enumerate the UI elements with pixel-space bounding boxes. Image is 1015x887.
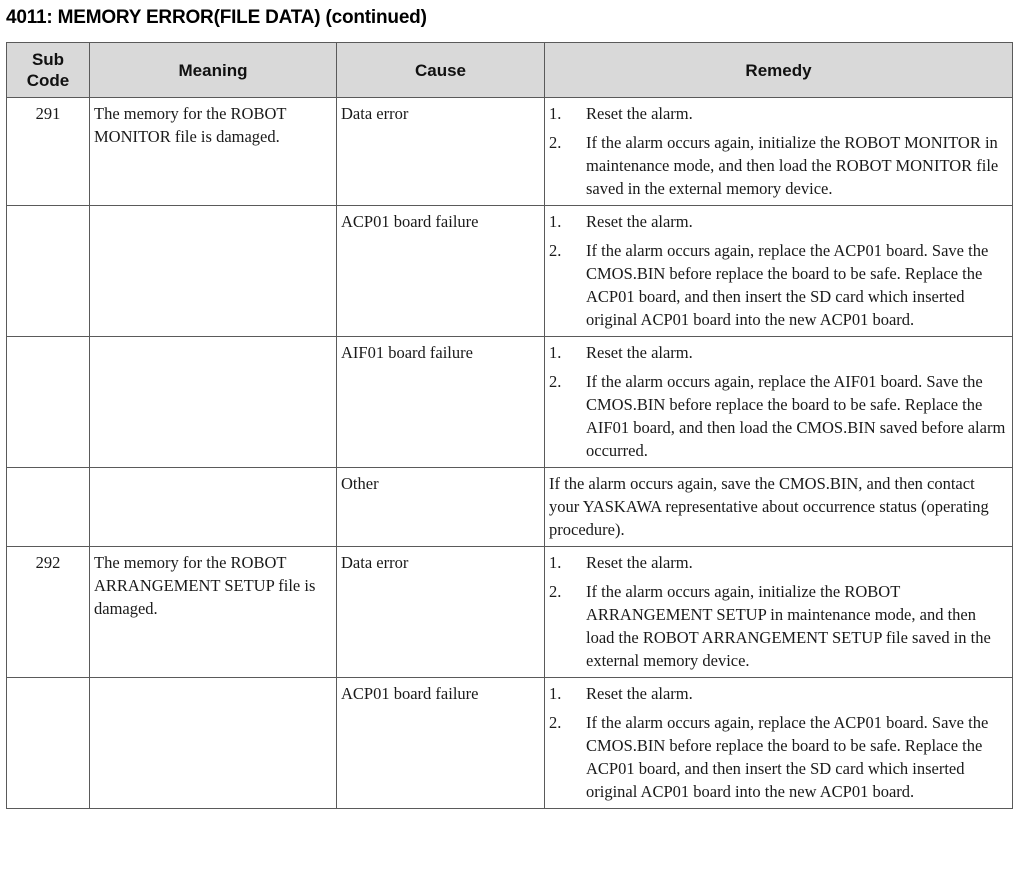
sub-code-cell	[7, 337, 90, 468]
step-number: 1.	[549, 104, 562, 123]
remedy-steps	[549, 551, 1008, 672]
table-row	[7, 337, 1013, 468]
step-text: Reset the alarm.	[586, 684, 693, 703]
cause-cell: Other	[337, 468, 545, 547]
step-number: 1.	[549, 553, 562, 572]
step-number: 1.	[549, 212, 562, 231]
meaning-cell: The memory for the ROBOT ARRANGEMENT SETUP file is damaged.	[90, 547, 337, 678]
table-row	[7, 468, 1013, 547]
remedy-steps	[549, 341, 1008, 462]
remedy-cell	[545, 547, 1013, 678]
cause-cell: ACP01 board failure	[337, 678, 545, 809]
step-text: If the alarm occurs again, replace the ACP01 board. Save the CMOS.BIN before replace the board to be safe. Replace the ACP01 board, and then insert the SD card which inserted original ACP01 board into the new ACP01 board.	[586, 713, 989, 801]
page-title: 4011: MEMORY ERROR(FILE DATA) (continued)	[6, 7, 427, 28]
step-number: 1.	[549, 343, 562, 362]
step-text: If the alarm occurs again, replace the ACP01 board. Save the CMOS.BIN before replace the board to be safe. Replace the ACP01 board, and then insert the SD card which inserted original ACP01 board into the new ACP01 board.	[586, 241, 989, 329]
remedy-step	[549, 682, 1008, 705]
remedy-step	[549, 102, 1008, 125]
remedy-step	[549, 341, 1008, 364]
sub-code-cell	[7, 206, 90, 337]
step-number: 2.	[549, 241, 562, 260]
remedy-step	[549, 131, 1008, 200]
remedy-cell	[545, 678, 1013, 809]
meaning-cell	[90, 337, 337, 468]
step-number: 2.	[549, 582, 562, 601]
table-row	[7, 98, 1013, 206]
step-text: Reset the alarm.	[586, 553, 693, 572]
remedy-cell	[545, 206, 1013, 337]
step-number: 1.	[549, 684, 562, 703]
remedy-cell	[545, 337, 1013, 468]
remedy-step	[549, 551, 1008, 574]
remedy-text: If the alarm occurs again, save the CMOS.BIN, and then contact your YASKAWA representative about occurrence status (operating procedure).	[549, 474, 989, 539]
cause-cell: AIF01 board failure	[337, 337, 545, 468]
remedy-cell	[545, 98, 1013, 206]
remedy-cell	[545, 468, 1013, 547]
step-text: Reset the alarm.	[586, 343, 693, 362]
step-number: 2.	[549, 713, 562, 732]
alarm-table	[6, 42, 1013, 809]
meaning-cell	[90, 678, 337, 809]
table-row	[7, 547, 1013, 678]
header-remedy: Remedy	[545, 43, 1013, 98]
step-text: If the alarm occurs again, initialize the ROBOT ARRANGEMENT SETUP in maintenance mode, and then load the ROBOT ARRANGEMENT SETUP file saved in the external memory device.	[586, 582, 991, 670]
cause-cell: Data error	[337, 98, 545, 206]
remedy-step	[549, 239, 1008, 331]
table-header-row	[7, 43, 1013, 98]
step-number: 2.	[549, 372, 562, 391]
remedy-steps	[549, 210, 1008, 331]
header-cause: Cause	[337, 43, 545, 98]
step-text: If the alarm occurs again, replace the AIF01 board. Save the CMOS.BIN before replace the board to be safe. Replace the AIF01 board, and then load the CMOS.BIN saved before alarm occurred.	[586, 372, 1006, 460]
sub-code-cell: 292	[7, 547, 90, 678]
meaning-cell	[90, 468, 337, 547]
sub-code-cell: 291	[7, 98, 90, 206]
remedy-step	[549, 370, 1008, 462]
cause-cell: Data error	[337, 547, 545, 678]
header-sub-code: Sub Code	[7, 43, 90, 98]
step-text: Reset the alarm.	[586, 212, 693, 231]
table-row	[7, 206, 1013, 337]
meaning-cell: The memory for the ROBOT MONITOR file is damaged.	[90, 98, 337, 206]
sub-code-cell	[7, 468, 90, 547]
remedy-step	[549, 711, 1008, 803]
header-meaning: Meaning	[90, 43, 337, 98]
remedy-steps	[549, 682, 1008, 803]
step-text: If the alarm occurs again, initialize the ROBOT MONITOR in maintenance mode, and then load the ROBOT MONITOR file saved in the external memory device.	[586, 133, 999, 198]
step-number: 2.	[549, 133, 562, 152]
table-row	[7, 678, 1013, 809]
meaning-cell	[90, 206, 337, 337]
cause-cell: ACP01 board failure	[337, 206, 545, 337]
step-text: Reset the alarm.	[586, 104, 693, 123]
remedy-steps	[549, 102, 1008, 200]
sub-code-cell	[7, 678, 90, 809]
remedy-step	[549, 580, 1008, 672]
remedy-step	[549, 210, 1008, 233]
